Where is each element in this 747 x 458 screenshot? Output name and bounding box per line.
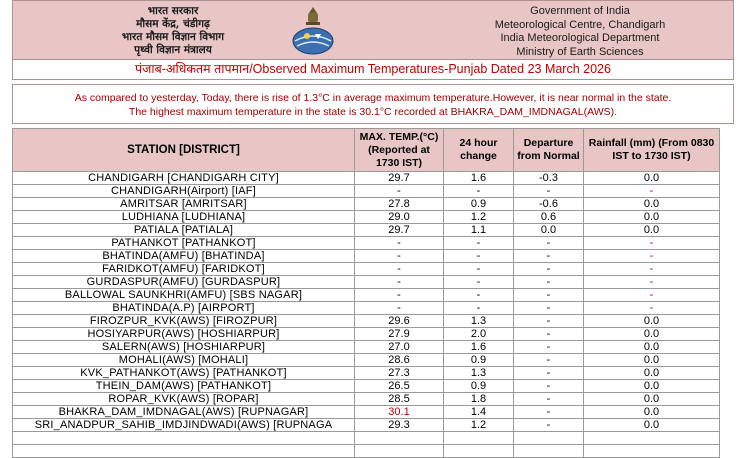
departure-cell: - [514,354,584,367]
table-row [13,276,720,289]
station-cell: LUDHIANA [LUDHIANA] [13,211,355,224]
rainfall-cell: 0.0 [584,367,720,380]
table-row [13,237,720,250]
change-cell: 1.3 [444,315,514,328]
rainfall-cell: 0.0 [584,380,720,393]
change-cell: 0.9 [444,380,514,393]
empty-cell [355,432,444,445]
summary-line: The highest maximum temperature in the state is 30.1°C recorded at BHAKRA_DAM_IMDNAGAL(AWS). [128,106,618,118]
rainfall-cell: 0.0 [584,224,720,237]
max-temp-cell: 28.6 [355,354,444,367]
departure-cell: - [514,185,584,198]
departure-cell: - [514,367,584,380]
rainfall-cell: 0.0 [584,328,720,341]
departure-cell: - [514,276,584,289]
empty-cell [444,445,514,458]
change-cell: 1.2 [444,419,514,432]
header-english-line: India Meteorological Department [500,32,660,44]
empty-cell [444,432,514,445]
station-cell: THEIN_DAM(AWS) [PATHANKOT] [13,380,355,393]
header-english-line: Government of India [530,5,630,17]
table-row [13,211,720,224]
station-cell: CHANDIGARH(Airport) [IAF] [13,185,355,198]
table-row [13,172,720,185]
station-cell: HOSIYARPUR(AWS) [HOSHIARPUR] [13,328,355,341]
change-cell: 1.3 [444,367,514,380]
empty-cell [13,432,355,445]
station-cell: BHAKRA_DAM_IMDNAGAL(AWS) [RUPNAGAR] [13,406,355,419]
table-row [13,198,720,211]
table-row [13,185,720,198]
rainfall-cell: 0.0 [584,315,720,328]
max-temp-cell: 29.3 [355,419,444,432]
table-row [13,263,720,276]
table-row [13,380,720,393]
departure-cell: - [514,419,584,432]
station-cell: KVK_PATHANKOT(AWS) [PATHANKOT] [13,367,355,380]
header-24h-change: 24 hour change [444,129,514,172]
departure-cell: - [514,328,584,341]
max-temp-cell: 27.8 [355,198,444,211]
imd-emblem-icon [285,5,341,57]
summary-box [12,84,734,124]
station-cell: PATHANKOT [PATHANKOT] [13,237,355,250]
header-hindi-line: पृथ्वी विज्ञान मंत्रालय [134,44,212,56]
table-row [13,315,720,328]
max-temp-cell: 29.7 [355,224,444,237]
change-cell: - [444,237,514,250]
change-cell: 1.6 [444,341,514,354]
header-banner [12,0,734,60]
table-row [13,419,720,432]
max-temp-cell: - [355,302,444,315]
header-station: STATION [DISTRICT] [13,129,355,172]
header-hindi [73,5,273,57]
max-temp-cell: - [355,289,444,302]
departure-cell: - [514,315,584,328]
departure-cell: - [514,237,584,250]
station-cell: FARIDKOT(AMFU) [FARIDKOT] [13,263,355,276]
header-rainfall: Rainfall (mm) (From 0830 IST to 1730 IST) [584,129,720,172]
empty-row [13,432,720,445]
rainfall-cell: 0.0 [584,172,720,185]
rainfall-cell: 0.0 [584,406,720,419]
rainfall-cell: 0.0 [584,211,720,224]
departure-cell: - [514,393,584,406]
table-body [13,172,720,458]
rainfall-cell: 0.0 [584,419,720,432]
rainfall-cell: - [584,237,720,250]
change-cell: 1.2 [444,211,514,224]
table-row [13,393,720,406]
rainfall-cell: 0.0 [584,354,720,367]
station-cell: PATIALA [PATIALA] [13,224,355,237]
max-temp-cell: 27.0 [355,341,444,354]
change-cell: 0.9 [444,354,514,367]
max-temp-cell: - [355,237,444,250]
header-hindi-line: भारत सरकार [147,5,199,17]
table-row [13,224,720,237]
change-cell: 1.1 [444,224,514,237]
empty-cell [514,445,584,458]
max-temp-cell: - [355,250,444,263]
change-cell: 1.4 [444,406,514,419]
header-hindi-line: मौसम केंद्र, चंडीगढ़ [136,18,210,30]
departure-cell: -0.6 [514,198,584,211]
header-english-line: Ministry of Earth Sciences [516,45,644,58]
station-cell: SALERN(AWS) [HOSHIARPUR] [13,341,355,354]
max-temp-cell: - [355,185,444,198]
departure-cell: 0.0 [514,224,584,237]
departure-cell: - [514,250,584,263]
table-row [13,328,720,341]
empty-cell [514,432,584,445]
departure-cell: - [514,263,584,276]
header-english-line: Meteorological Centre, Chandigarh [494,18,666,31]
departure-cell: - [514,406,584,419]
station-cell: ROPAR_KVK(AWS) [ROPAR] [13,393,355,406]
report-title: पंजाब-अधिकतम तापमान/Observed Maximum Temperatures-Punjab Dated 23 March 2026 [12,60,734,80]
change-cell: 1.8 [444,393,514,406]
departure-cell: - [514,341,584,354]
empty-cell [13,445,355,458]
station-cell: CHANDIGARH [CHANDIGARH CITY] [13,172,355,185]
empty-row [13,445,720,458]
max-temp-cell: 29.6 [355,315,444,328]
table-row [13,354,720,367]
max-temp-cell: 28.5 [355,393,444,406]
max-temp-cell: - [355,276,444,289]
rainfall-cell: - [584,289,720,302]
table-row [13,302,720,315]
max-temp-cell: 29.7 [355,172,444,185]
change-cell: - [444,185,514,198]
max-temp-cell: - [355,263,444,276]
rainfall-cell: 0.0 [584,393,720,406]
departure-cell: - [514,380,584,393]
change-cell: - [444,302,514,315]
table-row [13,406,720,419]
empty-cell [584,445,720,458]
change-cell: 1.6 [444,172,514,185]
station-cell: BHATINDA(A.P) [AIRPORT] [13,302,355,315]
station-cell: BHATINDA(AMFU) [BHATINDA] [13,250,355,263]
table-row [13,250,720,263]
rainfall-cell: - [584,276,720,289]
rainfall-cell: 0.0 [584,198,720,211]
max-temp-cell: 30.1 [355,406,444,419]
change-cell: - [444,250,514,263]
station-cell: AMRITSAR [AMRITSAR] [13,198,355,211]
departure-cell: - [514,302,584,315]
station-cell: SRI_ANADPUR_SAHIB_IMDJINDWADI(AWS) [RUPNAGA [13,419,355,432]
max-temp-cell: 27.9 [355,328,444,341]
header-departure: Departure from Normal [514,129,584,172]
summary-line: As compared to yesterday, Today, there is rise of 1.3°C in average maximum temperature.However, it is near normal in the state. [74,92,672,104]
header-hindi-line: भारत मौसम विज्ञान विभाग [121,31,225,43]
rainfall-cell: - [584,302,720,315]
rainfall-cell: 0.0 [584,341,720,354]
table-row [13,367,720,380]
change-cell: 2.0 [444,328,514,341]
rainfall-cell: - [584,250,720,263]
change-cell: - [444,276,514,289]
departure-cell: -0.3 [514,172,584,185]
empty-cell [355,445,444,458]
table-row [13,341,720,354]
change-cell: 0.9 [444,198,514,211]
departure-cell: - [514,289,584,302]
header-max-temp: MAX. TEMP.(°C) (Reported at 1730 IST) [355,129,444,172]
station-cell: BALLOWAL SAUNKHRI(AMFU) [SBS NAGAR] [13,289,355,302]
change-cell: - [444,289,514,302]
change-cell: - [444,263,514,276]
max-temp-cell: 26.5 [355,380,444,393]
departure-cell: 0.6 [514,211,584,224]
temperature-table [12,128,720,458]
header-english [445,5,715,59]
station-cell: FIROZPUR_KVK(AWS) [FIROZPUR] [13,315,355,328]
station-cell: GURDASPUR(AMFU) [GURDASPUR] [13,276,355,289]
rainfall-cell: - [584,263,720,276]
max-temp-cell: 29.0 [355,211,444,224]
empty-cell [584,432,720,445]
rainfall-cell: - [584,185,720,198]
station-cell: MOHALI(AWS) [MOHALI] [13,354,355,367]
max-temp-cell: 27.3 [355,367,444,380]
table-row [13,289,720,302]
